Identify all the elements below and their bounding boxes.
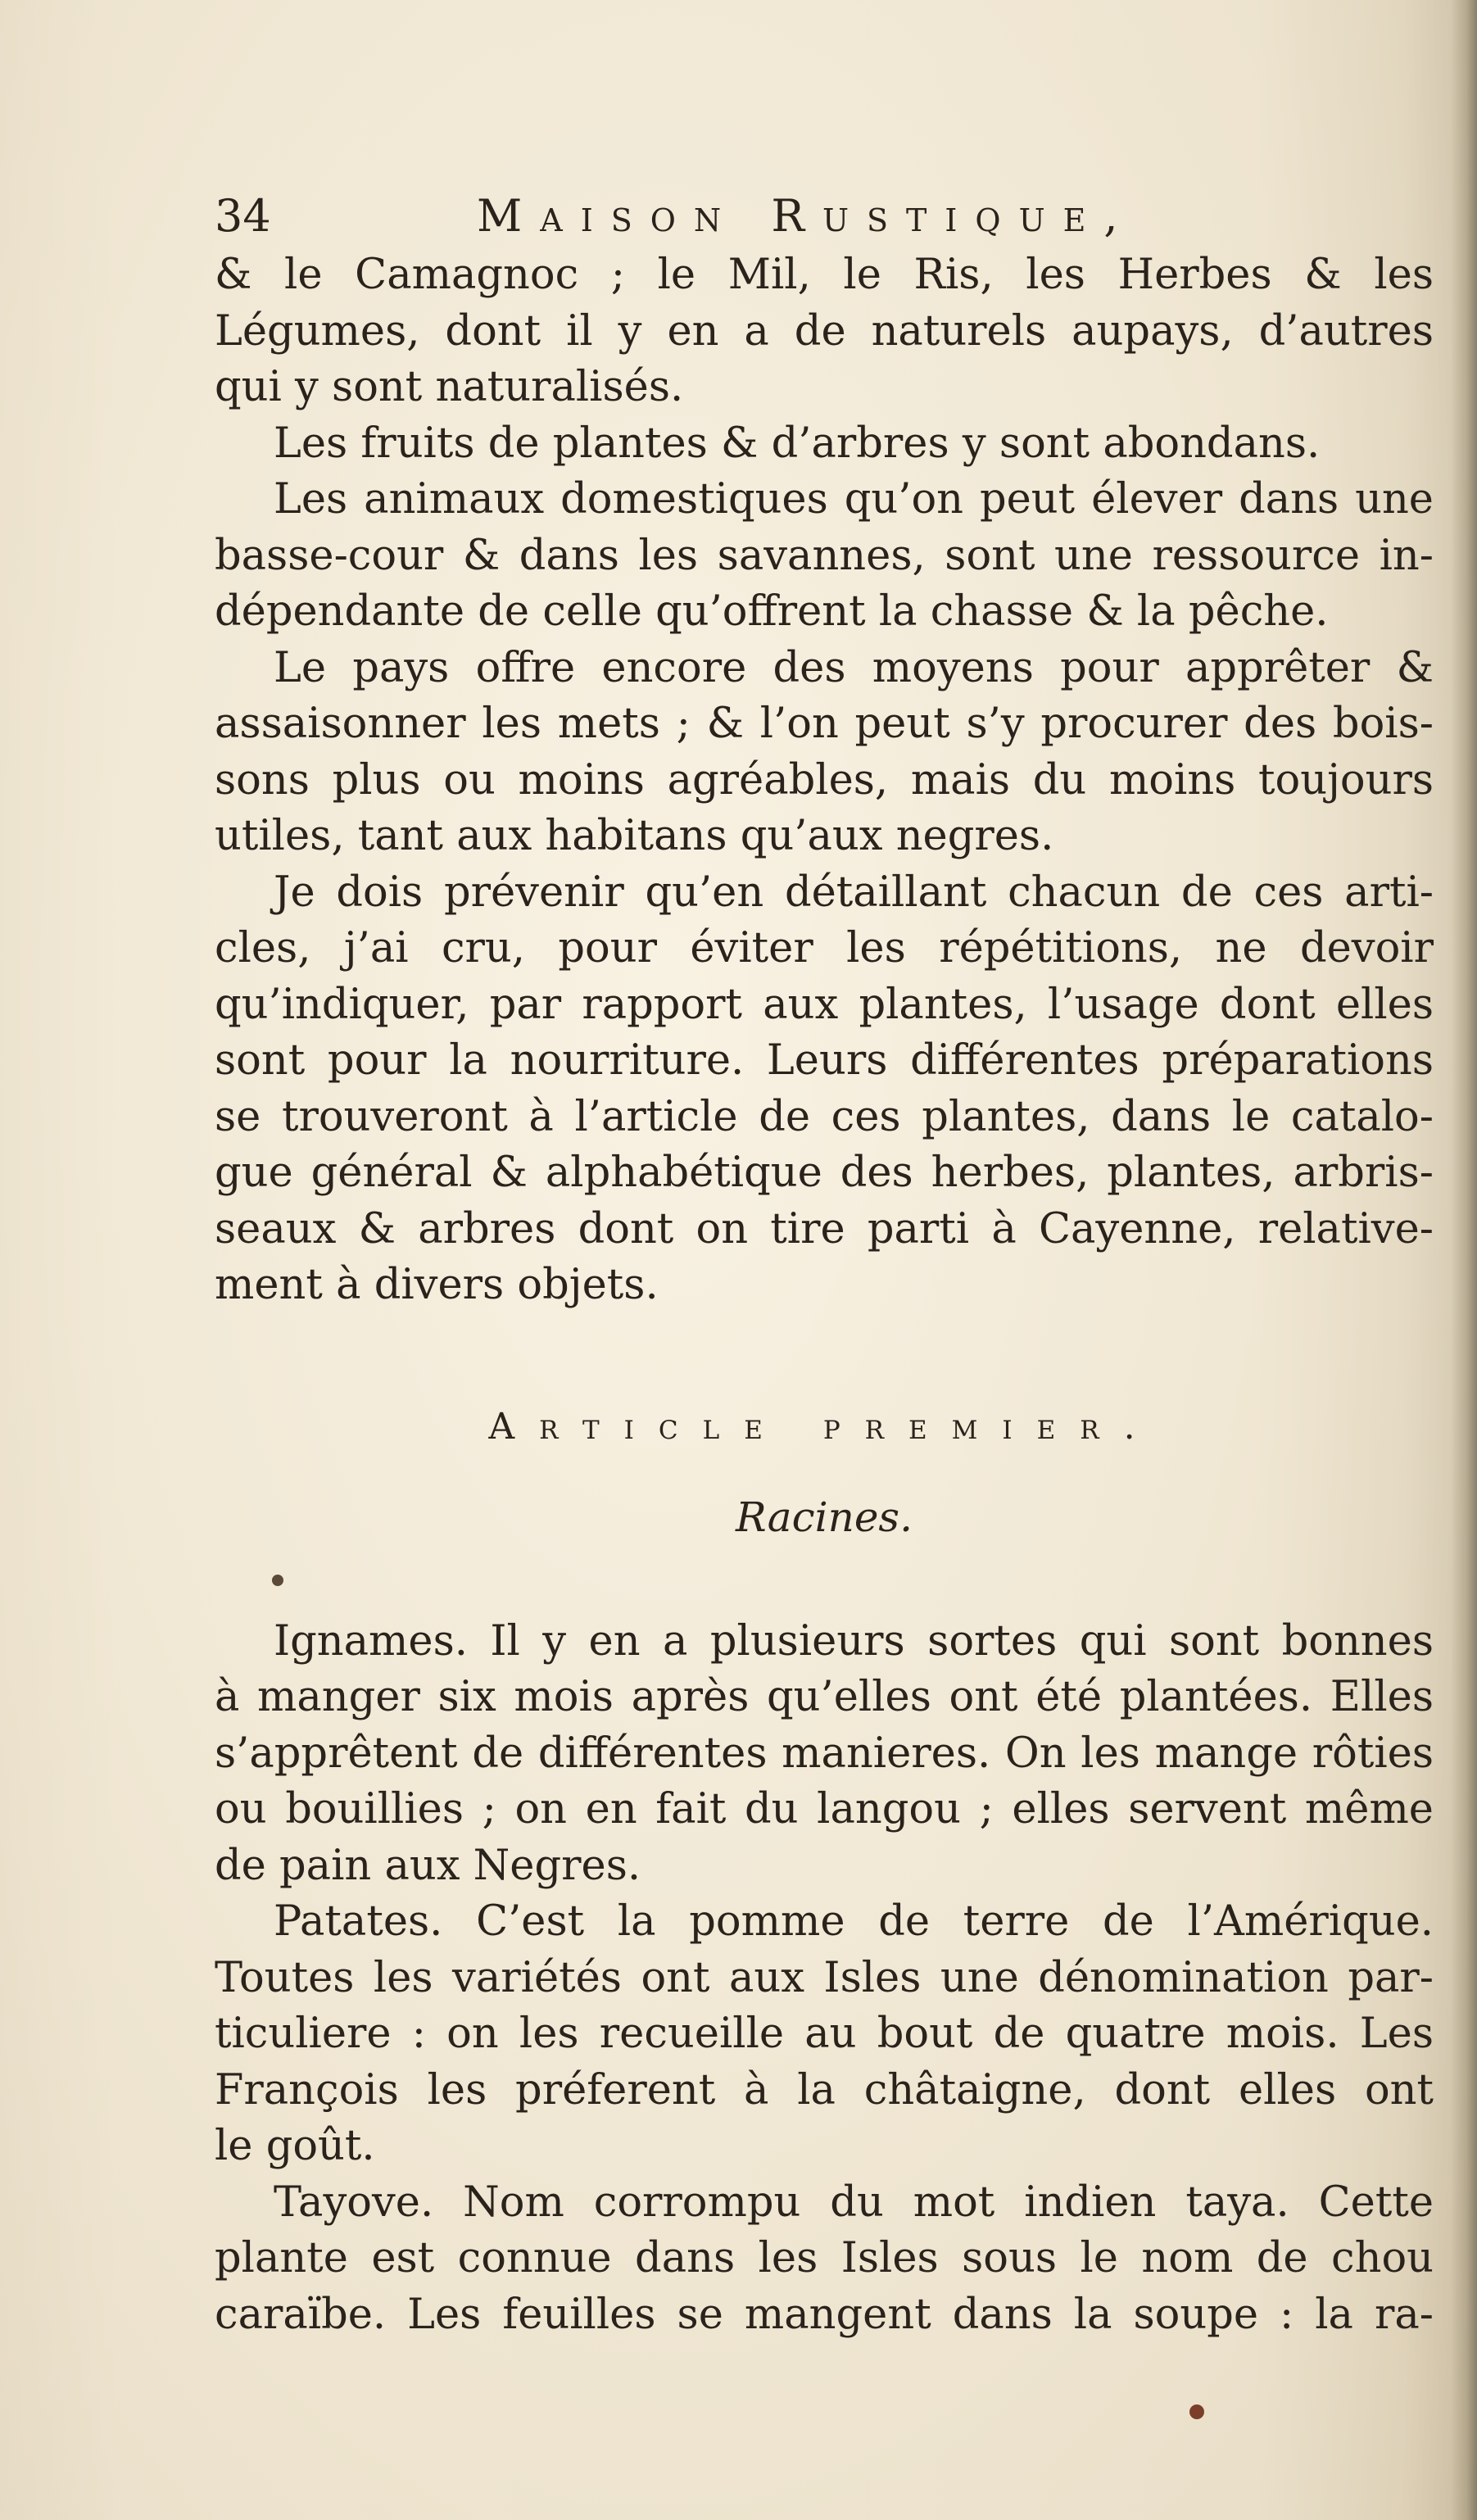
ink-speck bbox=[272, 1575, 283, 1586]
running-head: Maison Rustique, bbox=[477, 190, 1136, 242]
text-line: ment à divers objets. bbox=[215, 1261, 659, 1309]
text-line: se trouveront à l’article de ces plantes, dans le catalo- bbox=[215, 1092, 1434, 1141]
text-line: seaux & arbres dont on tire parti à Cayenne, relative- bbox=[215, 1204, 1434, 1253]
text-line: Ignames. Il y en a plusieurs sortes qui sont bonnes bbox=[274, 1616, 1434, 1666]
text-line: cles, j’ai cru, pour éviter les répétitions, ne devoir bbox=[215, 924, 1434, 972]
text-line: le goût. bbox=[215, 2122, 375, 2170]
text-line: de pain aux Negres. bbox=[215, 1841, 641, 1890]
text-line: Je dois prévenir qu’en détaillant chacun de ces arti- bbox=[274, 868, 1434, 917]
page-gutter-shadow bbox=[1451, 0, 1477, 2520]
text-line: sons plus ou moins agréables, mais du moins toujours bbox=[215, 755, 1434, 804]
ink-speck bbox=[1189, 2404, 1204, 2419]
text-line: Les fruits de plantes & d’arbres y sont abondans. bbox=[274, 419, 1321, 468]
text-line: gue général & alphabétique des herbes, plantes, arbris- bbox=[215, 1149, 1434, 1197]
text-line: plante est connue dans les Isles sous le nom de chou bbox=[215, 2234, 1434, 2282]
text-line: Tayove. Nom corrompu du mot indien taya. Cette bbox=[274, 2178, 1434, 2227]
text-line: qui y sont naturalisés. bbox=[215, 363, 684, 411]
page-header bbox=[215, 190, 1434, 247]
text-line: basse-cour & dans les savannes, sont une ressource in- bbox=[215, 531, 1434, 580]
body-paragraphs bbox=[215, 1614, 1434, 2344]
text-line: Les animaux domestiques qu’on peut élever dans une bbox=[274, 475, 1434, 523]
text-line: qu’indiquer, par rapport aux plantes, l’usage dont elles bbox=[215, 980, 1434, 1029]
text-line: ticuliere : on les recueille au bout de quatre mois. Les bbox=[215, 2010, 1434, 2058]
text-line: Patates. C’est la pomme de terre de l’Amérique. bbox=[274, 1897, 1434, 1946]
text-line: s’apprêtent de différentes manieres. On les mange rôties bbox=[215, 1729, 1434, 1778]
text-line: caraïbe. Les feuilles se mangent dans la soupe : la ra- bbox=[215, 2290, 1434, 2339]
text-line: dépendante de celle qu’offrent la chasse & la pêche. bbox=[215, 587, 1329, 636]
text-line: Légumes, dont il y en a de naturels aupays, d’autres bbox=[215, 306, 1434, 356]
text-line: & le Camagnoc ; le Mil, le Ris, les Herbes & les bbox=[215, 251, 1434, 299]
text-line: Le pays offre encore des moyens pour apprêter & bbox=[274, 643, 1434, 692]
text-line: à manger six mois après qu’elles ont été plantées. Elles bbox=[215, 1673, 1434, 1721]
article-heading: Article premier. bbox=[488, 1405, 1160, 1448]
intro-paragraphs bbox=[215, 247, 1434, 1314]
section-heading: Racines. bbox=[736, 1493, 913, 1541]
text-line: Toutes les variétés ont aux Isles une dénomination par- bbox=[215, 1953, 1434, 2002]
text-line: assaisonner les mets ; & l’on peut s’y procurer des bois- bbox=[215, 700, 1434, 748]
page-number: 34 bbox=[215, 190, 271, 242]
text-line: sont pour la nourriture. Leurs différentes préparations bbox=[215, 1036, 1434, 1085]
text-block bbox=[215, 190, 1434, 2343]
text-line: ou bouillies ; on en fait du langou ; elles servent même bbox=[215, 1785, 1434, 1833]
text-line: utiles, tant aux habitans qu’aux negres. bbox=[215, 812, 1054, 860]
text-line: François les préferent à la châtaigne, dont elles ont bbox=[215, 2065, 1434, 2114]
